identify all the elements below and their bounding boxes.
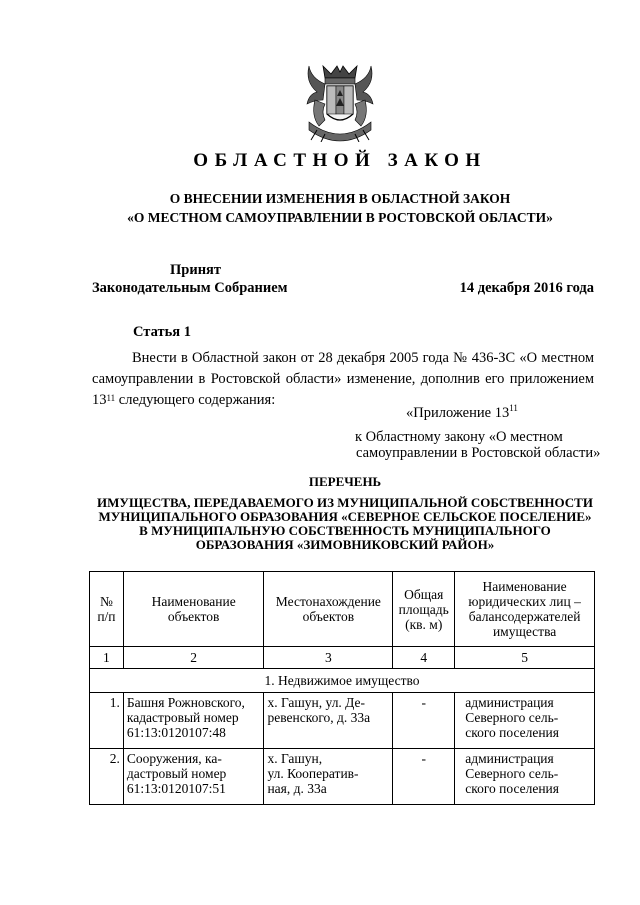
- adoption-date: 14 декабря 2016 года: [459, 280, 594, 296]
- table-column-numbers-row: [90, 647, 595, 669]
- header-holder-line1: Наименование: [482, 579, 567, 594]
- row-holder-line1: администрация: [465, 751, 554, 766]
- header-name: [123, 572, 264, 647]
- row-name-line2: дастровый номер: [126, 766, 227, 781]
- col-number-5: 5: [455, 647, 595, 669]
- row-num: 2.: [90, 749, 124, 805]
- row-name-line1: Башня Рожновского,: [126, 695, 245, 710]
- col-number-1: 1: [90, 647, 124, 669]
- article-text-end: следующего содержания:: [115, 392, 276, 408]
- adoption-body: Законодательным Собранием: [92, 280, 288, 296]
- row-name-line2: кадастровый номер: [126, 710, 239, 725]
- article-text-main: Внести в Областной закон от 28 декабря 2005 года № 436-ЗС «О местном самоуправлении в Ростовской области» изменение, дополнив его приложением 13: [92, 350, 594, 408]
- list-line3: В МУНИЦИПАЛЬНУЮ СОБСТВЕННОСТЬ МУНИЦИПАЛЬНОГО: [139, 523, 551, 538]
- header-holder: [455, 572, 595, 647]
- row-location-line1: х. Гашун,: [267, 751, 323, 766]
- property-table: [89, 571, 595, 805]
- row-name: [123, 693, 264, 749]
- row-holder-line1: администрация: [465, 695, 554, 710]
- col-number-2: 2: [123, 647, 264, 669]
- article-heading: Статья 1: [133, 324, 191, 340]
- row-name-line3: 61:13:0120107:51: [126, 781, 226, 796]
- table-row: [90, 693, 595, 749]
- col-number-4: 4: [393, 647, 455, 669]
- header-name-line2: объектов: [167, 609, 220, 624]
- appendix-title: [406, 405, 518, 422]
- law-subtitle-line2: «О МЕСТНОМ САМОУПРАВЛЕНИИ В РОСТОВСКОЙ ОБЛАСТИ»: [127, 210, 553, 225]
- row-location-line3: ная, д. 33а: [267, 781, 327, 796]
- table-header-row: [90, 572, 595, 647]
- row-name-line1: Сооружения, ка-: [126, 751, 222, 766]
- law-subtitle-line1: О ВНЕСЕНИИ ИЗМЕНЕНИЯ В ОБЛАСТНОЙ ЗАКОН: [169, 191, 511, 206]
- coat-of-arms-emblem: [301, 60, 379, 142]
- row-holder-line3: ского поселения: [465, 725, 559, 740]
- article-text: [92, 348, 594, 411]
- row-location-line1: х. Гашун, ул. Де-: [267, 695, 366, 710]
- row-name-line3: 61:13:0120107:48: [126, 725, 226, 740]
- row-area: -: [393, 749, 455, 805]
- appendix-line3: самоуправлении в Ростовской области»: [356, 445, 601, 461]
- law-title: ОБЛАСТНОЙ ЗАКОН: [193, 150, 487, 171]
- header-holder-line2: юридических лиц –: [468, 594, 581, 609]
- list-line4: ОБРАЗОВАНИЯ «ЗИМОВНИКОВСКИЙ РАЙОН»: [195, 537, 495, 552]
- header-area: [393, 572, 455, 647]
- header-location-line1: Местонахождение: [275, 594, 381, 609]
- header-num-line2: п/п: [97, 609, 116, 624]
- appendix-title-text: «Приложение 13: [406, 405, 510, 421]
- header-name-line1: Наименование: [151, 594, 236, 609]
- row-location: [264, 693, 393, 749]
- header-num-line1: №: [99, 594, 113, 609]
- row-area: -: [393, 693, 455, 749]
- col-number-3: 3: [264, 647, 393, 669]
- list-line1: ИМУЩЕСТВА, ПЕРЕДАВАЕМОГО ИЗ МУНИЦИПАЛЬНОЙ СОБСТВЕННОСТИ: [97, 495, 593, 510]
- table-row: [90, 749, 595, 805]
- row-holder: [455, 749, 595, 805]
- row-location: [264, 749, 393, 805]
- appendix-line2: к Областному закону «О местном: [355, 429, 563, 445]
- list-heading: ПЕРЕЧЕНЬ: [308, 474, 382, 489]
- list-line2: МУНИЦИПАЛЬНОГО ОБРАЗОВАНИЯ «СЕВЕРНОЕ СЕЛЬСКОЕ ПОСЕЛЕНИЕ»: [98, 509, 592, 524]
- header-holder-line4: имущества: [492, 624, 557, 639]
- header-num: [90, 572, 124, 647]
- header-location: [264, 572, 393, 647]
- header-area-line3: (кв. м): [405, 616, 443, 632]
- row-name: [123, 749, 264, 805]
- row-holder: [455, 693, 595, 749]
- row-holder-line3: ского поселения: [465, 781, 559, 796]
- row-location-line2: ревенского, д. 33а: [267, 710, 371, 725]
- row-holder-line2: Северного сель-: [465, 710, 559, 725]
- row-num: 1.: [90, 693, 124, 749]
- adoption-label: Принят: [170, 262, 222, 278]
- header-area-line1: Общая: [404, 586, 444, 602]
- appendix-title-superscript: 11: [509, 403, 518, 413]
- row-holder-line2: Северного сель-: [465, 766, 559, 781]
- row-location-line2: ул. Кооператив-: [267, 766, 359, 781]
- section-title: 1. Недвижимое имущество: [90, 669, 595, 693]
- header-area-line2: площадь: [398, 601, 449, 617]
- header-holder-line3: балансодержателей: [468, 609, 581, 624]
- article-text-superscript: 11: [106, 393, 116, 403]
- table-section-row: [90, 669, 595, 693]
- header-location-line2: объектов: [302, 609, 355, 624]
